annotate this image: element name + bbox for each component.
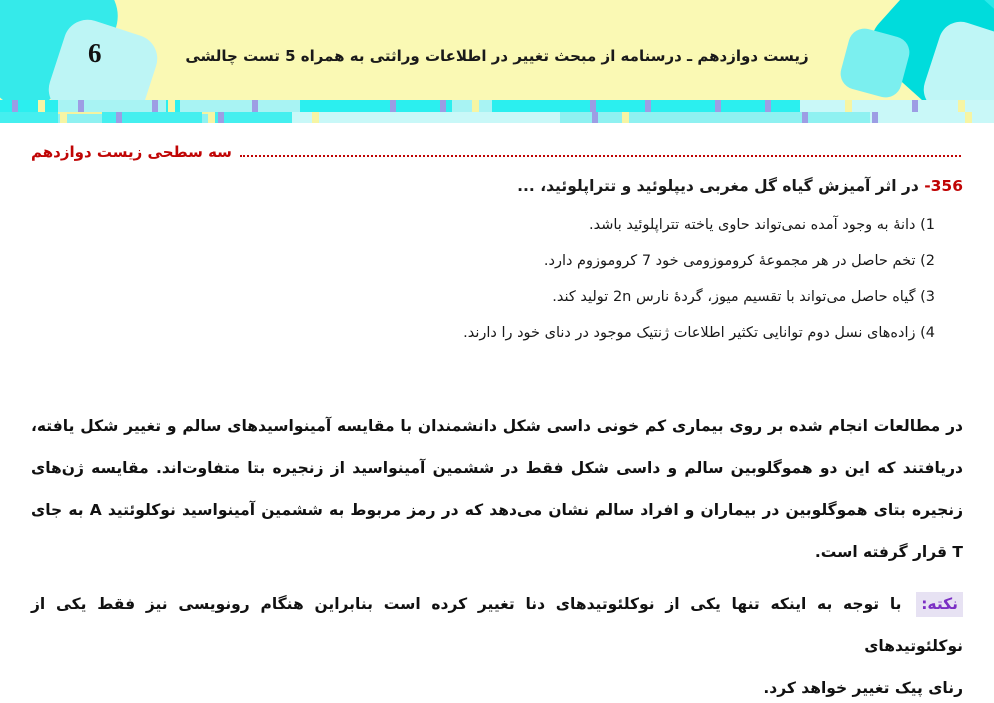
decorative-strip [0,100,994,123]
option-1: 1) دانهٔ به وجود آمده نمی‌تواند حاوی یاخته تتراپلوئید باشد. [588,217,935,233]
strip-row-top [0,100,994,112]
option-4: 4) زاده‌های نسل دوم توانایی تکثیر اطلاعات ژنتیک موجود در دنای خود را دارند. [463,325,935,341]
paragraph-line: دریافتند که این دو هموگلوبین سالم و داسی شکل فقط در ششمین آمینواسید از زنجیره بتا متفاوت‌اند. مقایسه ژن‌های [31,459,963,477]
page-content [0,139,994,703]
note-block [31,583,963,703]
page-header [0,0,994,100]
option-2: 2) تخم حاصل در هر مجموعهٔ کروموزومی خود 7 کروموزوم دارد. [543,253,935,269]
page-title: زیست دوازدهم ـ درسنامه از مبحث تغییر در اطلاعات وراثتی به همراه 5 تست چالشی [185,47,809,65]
note-line-1 [31,583,963,667]
paragraph-line: در مطالعات انجام شده بر روی بیماری کم خونی داسی شکل دانشمندان با مقایسه آمینواسیدهای سالم و تغییر شکل یافته، [31,417,963,435]
paragraph-line: T قرار گرفته است. [814,543,963,561]
note-line-2: رنای پیک تغییر خواهد کرد. [763,679,963,697]
lesson-paragraph [31,405,963,573]
note-text: با توجه به اینکه تنها یکی از نوکلئوتیدهای دنا تغییر کرده است بنابراین هنگام رونویسی نیز فقط یکی از نوکلئوتیدهای [31,595,963,655]
option-3: 3) گیاه حاصل می‌تواند با تقسیم میوز، گردهٔ نارس 2n تولید کند. [552,289,935,305]
question-number: 356- [924,177,963,195]
question-text: در اثر آمیزش گیاه گل مغربی دیپلوئید و تتراپلوئید، ... [517,177,919,195]
note-label: نکته: [916,592,963,617]
dotted-leader [240,155,961,157]
paragraph-line: زنجیره بتای هموگلوبین در بیماران و افراد سالم نشان می‌دهد که در رمز مربوط به ششمین آمینواسید نوکلوئتید A به جای [31,501,963,519]
strip-row-bottom [0,112,994,123]
section-label: سه سطحی زیست دوازدهم [31,143,232,161]
page-number: 6 [88,38,102,68]
question [31,174,963,198]
section-line [31,139,963,161]
options-list [31,207,963,351]
